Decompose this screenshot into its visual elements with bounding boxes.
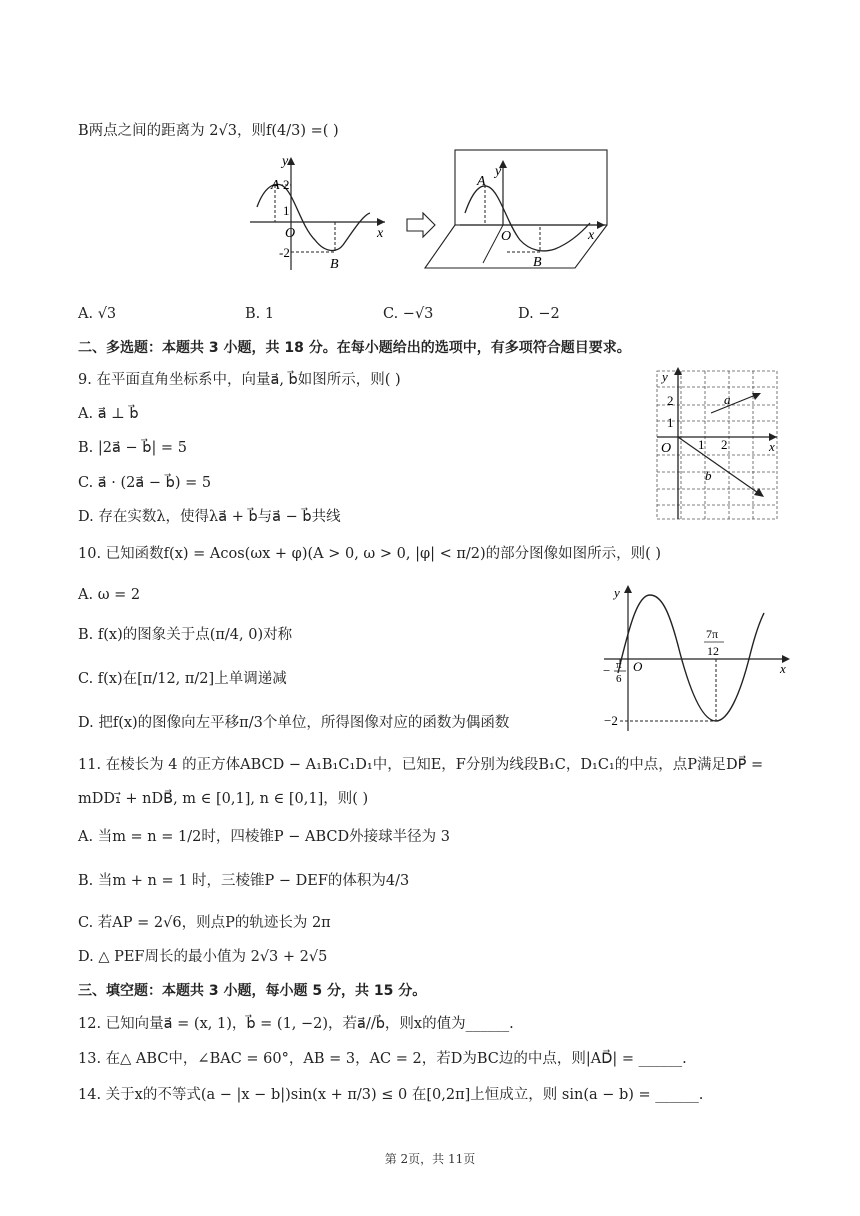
q10-label-neg-two: −2 [604,713,618,728]
q10-label-pi6-den: 6 [616,673,622,685]
q8-option-c: C. −√3 [383,306,434,322]
q9-figure [653,365,783,525]
q8-option-a: A. √3 [78,306,117,322]
q14-stem: 14. 关于x的不等式(a − |x − b|)sin(x + π/3) ≤ 0 在[0,2π]上恒成立，则 sin(a − b) = ______. [78,1087,704,1103]
q13-stem: 13. 在△ ABC中，∠BAC = 60°，AB = 3，AC = 2，若D为BC边的中点，则|AD⃗| = ______. [78,1051,687,1067]
q11-option-b: B. 当m + n = 1 时，三棱锥P − DEF的体积为4/3 [78,873,410,889]
q9-option-c: C. a⃗ · (2a⃗ − b⃗) = 5 [78,475,212,491]
q8-label-two: 2 [283,177,290,192]
section3-heading: 三、填空题：本题共 3 小题，每小题 5 分，共 15 分。 [78,983,427,999]
q10-stem: 10. 已知函数f(x) = Acos(ωx + φ)(A > 0, ω > 0, |φ| < π/2)的部分图像如图所示，则( ) [78,546,662,562]
q11-stem-line1: 11. 在棱长为 4 的正方体ABCD − A₁B₁C₁D₁中，已知E，F分别为线段B₁C，D₁C₁的中点，点P满足DP⃗ = [78,757,764,773]
q9-label-y: y [662,369,668,384]
q8-stem-tail: B两点之间的距离为 2√3，则f(4/3) =( ) [78,123,339,139]
q9-label-O: O [661,441,672,456]
q10-label-O: O [633,659,643,674]
q9-label-x: x [769,439,775,454]
q9-label-a: a⃗ [724,392,741,407]
q11-stem-line2: mDD₁⃗ + nDB⃗, m ∈ [0,1], n ∈ [0,1]，则( ) [78,791,369,807]
q8-option-b: B. 1 [245,306,275,322]
q11-option-d: D. △ PEF周长的最小值为 2√3 + 2√5 [78,949,328,965]
q8-label-neg-two: -2 [279,245,290,260]
q8-option-d: D. −2 [518,306,560,322]
q8-right-graph [425,150,607,270]
q9-label-one-y: 1 [667,415,674,430]
q8-right-label-A: A [477,174,486,189]
q10-option-b: B. f(x)的图象关于点(π/4, 0)对称 [78,627,293,643]
q9-option-d: D. 存在实数λ，使得λa⃗ + b⃗与a⃗ − b⃗共线 [78,509,341,525]
q8-label-x: x [377,226,384,241]
q8-right-label-B: B [533,255,542,270]
q9-label-two-x: 2 [721,437,728,452]
q10-label-x: x [780,661,786,676]
q10-label-y: y [614,585,620,600]
q10-label-7pi-num: 7π [706,627,719,641]
q8-label-one: 1 [283,203,290,218]
q10-option-d: D. 把f(x)的图像向左平移π/3个单位，所得图像对应的函数为偶函数 [78,715,510,731]
q10-option-a: A. ω = 2 [78,587,141,603]
q10-option-c: C. f(x)在[π/12, π/2]上单调递减 [78,671,287,687]
q8-label-y: y [282,154,289,169]
q12-stem: 12. 已知向量a⃗ = (x, 1)，b⃗ = (1, −2)，若a⃗//b⃗，则x的值为______. [78,1016,514,1032]
q9-label-b: b⃗ [705,468,722,483]
q8-label-O: O [285,226,296,241]
q10-figure [600,583,795,733]
q9-label-one-x: 1 [698,437,705,452]
q9-option-b: B. |2a⃗ − b⃗| = 5 [78,440,187,456]
q9-stem: 9. 在平面直角坐标系中，向量a⃗, b⃗如图所示，则( ) [78,372,401,388]
q8-left-graph [250,154,385,272]
q8-right-label-x: x [588,228,595,243]
q8-label-B: B [330,257,339,272]
q8-right-label-O: O [501,229,512,244]
q11-option-a: A. 当m = n = 1/2时，四棱锥P − ABCD外接球半径为 3 [78,829,450,845]
q11-option-c: C. 若AP = 2√6，则点P的轨迹长为 2π [78,915,331,931]
q10-label-neg-sign: − [603,663,611,678]
page-footer: 第 2页，共 11页 [384,1152,476,1166]
q9-option-a: A. a⃗ ⊥ b⃗ [78,406,139,422]
q10-label-pi6-num: π [616,659,622,671]
q8-fold-arrow [407,213,435,237]
q10-label-12-den: 12 [707,644,719,658]
q9-label-two-y: 2 [667,393,674,408]
q8-label-A: A [271,178,280,193]
section2-heading: 二、多选题：本题共 3 小题，共 18 分。在每小题给出的选项中，有多项符合题目要求。 [78,340,631,356]
q8-right-label-y: y [495,164,502,179]
q8-figure [245,145,615,275]
